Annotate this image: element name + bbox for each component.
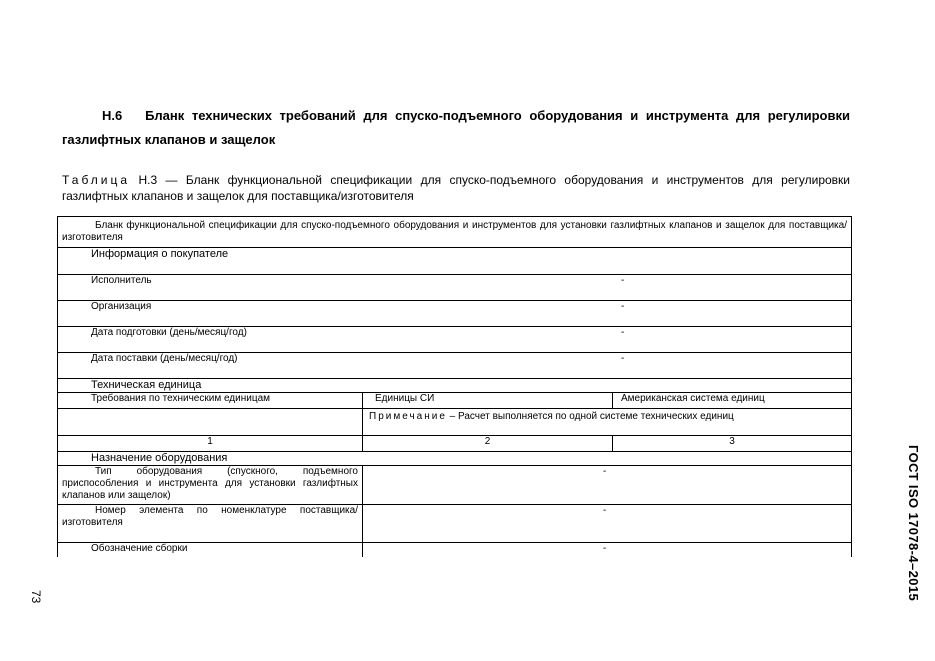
buyer-section-heading: Информация о покупателе [58, 248, 852, 275]
column-number-2: 2 [363, 436, 613, 452]
equipment-section-heading: Назначение оборудования [58, 452, 852, 466]
units-note [363, 409, 852, 436]
standard-designation: ГОСТ ISO 17078-4–2015 [906, 445, 921, 602]
column-number-3: 3 [613, 436, 852, 452]
table-row [58, 353, 852, 379]
table-row [58, 301, 852, 327]
equipment-row-value: - [363, 543, 852, 557]
table-row [58, 275, 852, 301]
table-caption-number: Н.3 [138, 173, 158, 187]
equipment-row-value: - [363, 466, 852, 505]
table-row [58, 327, 852, 353]
table-caption [62, 172, 850, 204]
table-title: Бланк функциональной спецификации для спуско-подъемного оборудования и инструментов для установки газлифтных клапанов и защелок для поставщика/изготовителя [58, 217, 852, 248]
page-number: 73 [29, 590, 43, 604]
buyer-row-label: Организация [91, 301, 152, 312]
column-number-1: 1 [58, 436, 363, 452]
buyer-row-value: - [621, 327, 625, 338]
note-text: – Расчет выполняется по одной системе технических единиц [446, 411, 734, 422]
equipment-row-value: - [363, 505, 852, 543]
units-section-heading: Техническая единица [58, 379, 852, 393]
specification-table [57, 216, 852, 557]
buyer-row-value: - [621, 275, 625, 286]
table-caption-text: — Бланк функциональной спецификации для спуско-подъемного оборудования и инструментов для регулировки газлифтных клапанов и защелок для поставщика/изготовителя [62, 173, 850, 203]
section-number: Н.6 [102, 108, 123, 123]
section-heading [62, 104, 850, 152]
table-caption-label: Таблица [62, 173, 131, 187]
buyer-row-label: Дата поставки (день/месяц/год) [91, 353, 238, 364]
equipment-row-label: Номер элемента по номенклатуре поставщика/изготовителя [58, 505, 363, 543]
buyer-row-label: Исполнитель [91, 275, 152, 286]
units-si: Единицы СИ [363, 393, 613, 409]
section-title: Бланк технических требований для спуско-подъемного оборудования и инструмента для регулировки газлифтных клапанов и защелок [62, 108, 850, 147]
buyer-row-label: Дата подготовки (день/месяц/год) [91, 327, 247, 338]
units-row-label: Требования по техническим единицам [58, 393, 363, 409]
units-us: Американская система единиц [613, 393, 852, 409]
buyer-row-value: - [621, 301, 625, 312]
buyer-row-value: - [621, 353, 625, 364]
equipment-row-label: Обозначение сборки [58, 543, 363, 557]
equipment-row-label: Тип оборудования (спускного, подъемного приспособления и инструмента для установки газлифтных клапанов или защелок) [58, 466, 363, 505]
note-label: Примечание [369, 411, 447, 422]
